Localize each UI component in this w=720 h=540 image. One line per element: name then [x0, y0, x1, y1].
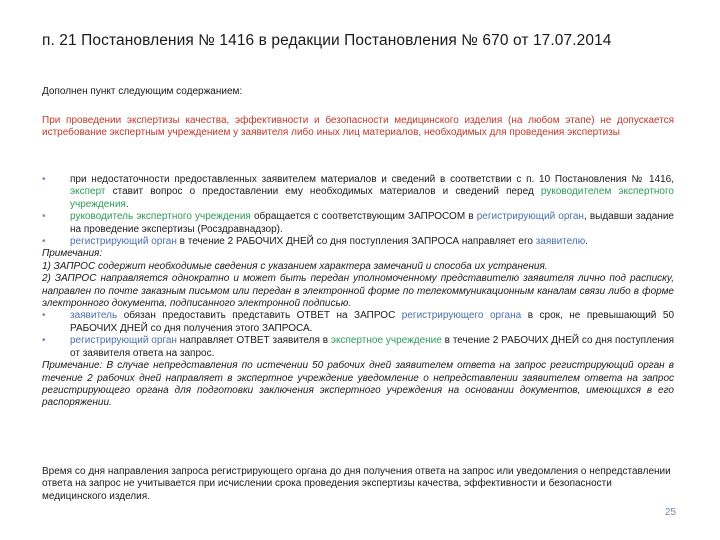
- note-1: 1) ЗАПРОС содержит необходимые сведения с указанием характера замечаний и способа их устранения.: [42, 260, 548, 272]
- bullet-icon: •: [42, 310, 46, 322]
- highlight-expert-institution: экспертное учреждение: [330, 335, 442, 347]
- highlight-head: руководитель экспертного учреждения: [70, 211, 251, 223]
- bullet-icon: •: [42, 236, 46, 248]
- list-item: • заявитель обязан предоставить представить ОТВЕТ на ЗАПРОС регистрирующего органа в срок, не превышающий 50 РАБОЧИХ ДНЕЙ со дня получения этого ЗАПРОСА.: [42, 310, 674, 334]
- list-item: • регистрирующий орган направляет ОТВЕТ заявителя в экспертное учреждение в течение 2 РАБОЧИХ ДНЕЙ со дня поступления от заявителя ответа на запрос.: [42, 335, 675, 359]
- highlight-applicant: заявитель: [70, 310, 118, 322]
- list-item: • регистрирующий орган в течение 2 РАБОЧИХ ДНЕЙ со дня поступления ЗАПРОСА направляет его заявителю.: [42, 236, 588, 248]
- notes-heading: Примечания:: [42, 248, 103, 260]
- page-number: 25: [664, 507, 676, 518]
- note-2: 2) ЗАПРОС направляется однократно и может быть передан уполномоченному представителю заявителя лично под расписку, направлен по почте заказным письмом или передан в электронной форме по телекоммуникационным каналам связи либо в форме электронного документа, подписанного электронной подписью.: [42, 273, 674, 310]
- closing-paragraph: Время со дня направления запроса регистрирующего органа до дня получения ответа на запрос или уведомления о непредставлении ответа на запрос не учитывается при исчислении срока проведения экспертизы качества, эффективности и безопасности медицинского изделия.: [42, 466, 671, 502]
- bullet-icon: •: [42, 174, 46, 185]
- highlight-registering-body: регистрирующий орган: [70, 236, 177, 248]
- bullet-icon: •: [42, 335, 46, 347]
- final-note: Примечание: В случае непредставления по истечении 50 рабочих дней заявителем ответа на запрос регистрирующий орган в течение 2 рабочих дней направляет в экспертное учреждение уведомление о непредставлении заявителем ответа на запрос регистрирующего органа для подготовки заключения экспертного учреждения на основании документов, имеющихся в его распоряжении.: [42, 360, 674, 409]
- highlight-registering-body: регистрирующего органа: [401, 310, 522, 322]
- slide-title: п. 21 Постановления № 1416 в редакции Постановления № 670 от 17.07.2014: [42, 32, 612, 49]
- highlight-applicant: заявителю: [535, 236, 586, 248]
- red-paragraph: При проведении экспертизы качества, эффективности и безопасности медицинского изделия (на любом этапе) не допускается истребование экспертным учреждением у заявителя либо иных лиц материалов, необходимых для проведения экспертизы: [42, 115, 674, 139]
- highlight-head: руководителем экспертного учреждения: [70, 186, 674, 210]
- highlight-registering-body: регистрирующий орган: [70, 335, 177, 347]
- list-item: • руководитель экспертного учреждения обращается с соответствующим ЗАПРОСОМ в регистрирующий орган, выдавши задание на проведение экспертизы (Росздравнадзор).: [42, 211, 674, 235]
- procedure-list: [42, 174, 674, 410]
- highlight-expert: эксперт: [70, 186, 106, 198]
- highlight-registering-body: регистрирующий орган: [476, 211, 584, 223]
- bullet-icon: •: [42, 211, 46, 223]
- list-item: • при недостаточности предоставленных заявителем материалов и сведений в соответствии с п. 10 Постановления № 1416, эксперт ставит вопрос о предоставлении ему необходимых материалов и сведений перед руководителем экспертного учреждения.: [42, 174, 674, 210]
- intro-text: Дополнен пункт следующим содержанием:: [42, 86, 243, 97]
